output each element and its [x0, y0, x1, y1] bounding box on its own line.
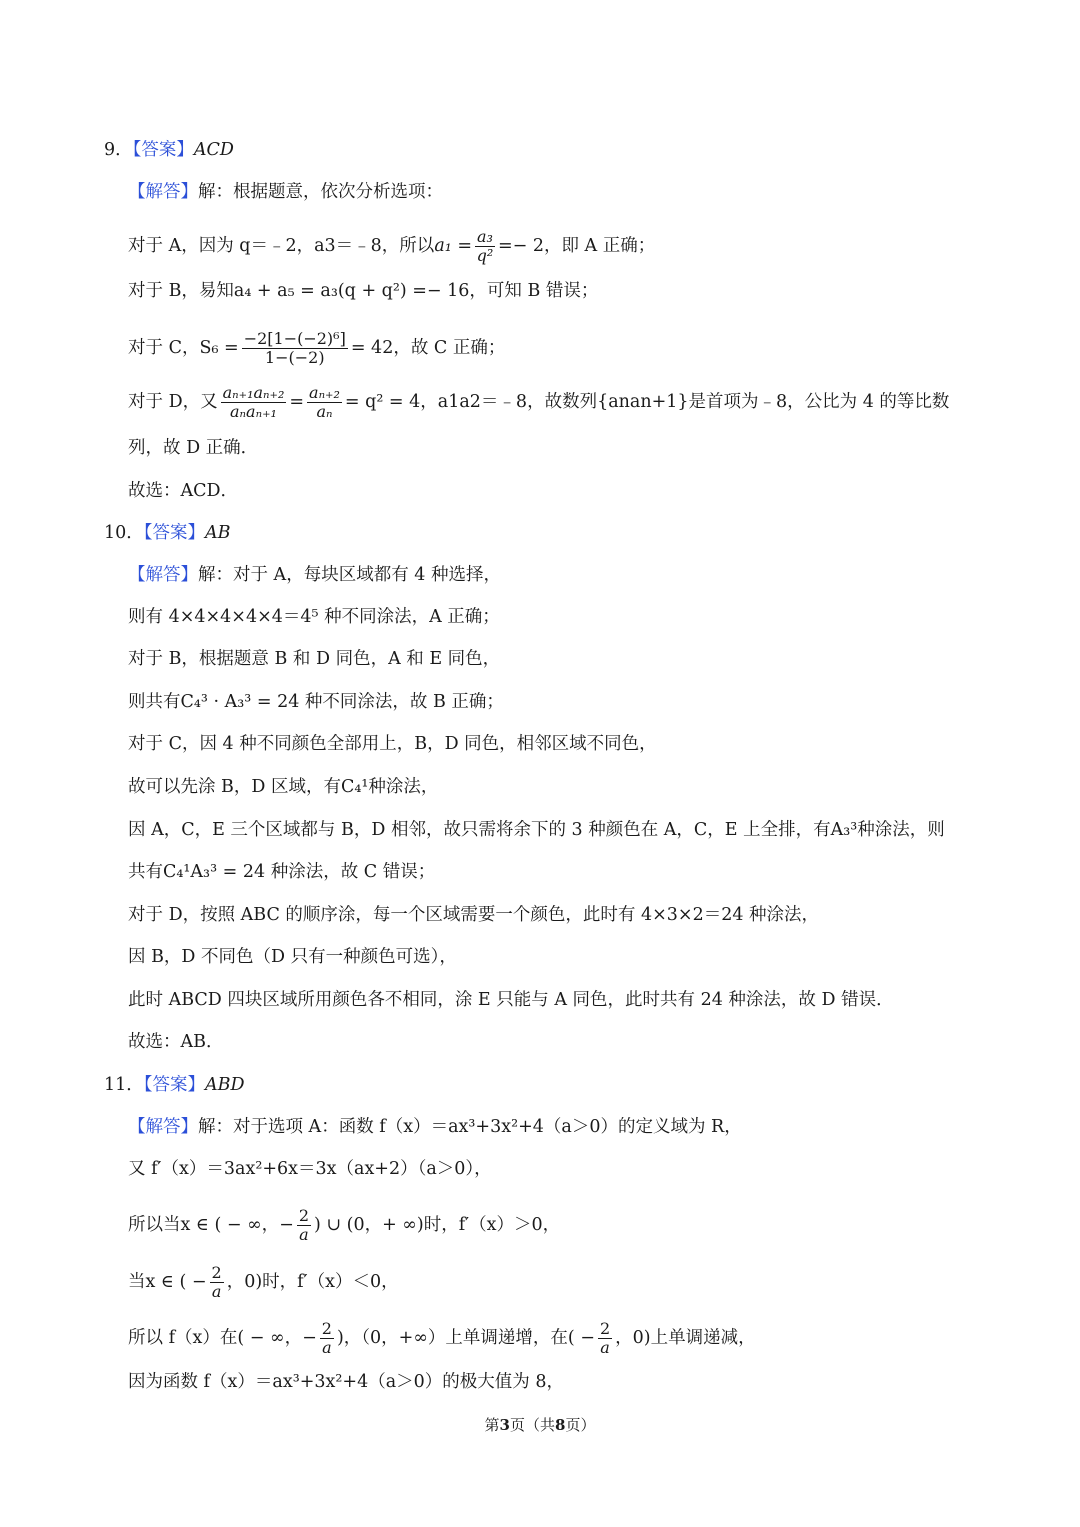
q11-line: 所以 f（x）在( − ∞，− $\frac{2}{a}$ )，（0，+∞）上单调递增，在( − $\frac{2}{a}$ ，0)上单调递减， — [128, 1319, 756, 1357]
q11-line: 又 f′（x）＝3ax²+6x＝3x（ax+2）（a＞0）， — [128, 1159, 492, 1179]
answer-tag: 【答案】 — [132, 140, 194, 160]
solution-tag: 【解答】 — [128, 565, 198, 585]
q9-choice: 故选：ACD． — [128, 481, 239, 501]
q11-line: 所以当x ∈ ( − ∞，− $\frac{2}{a}$ ) ∪ (0，+ ∞)时，f′（x）＞0， — [128, 1206, 561, 1244]
solution-tag: 【解答】 — [128, 1117, 198, 1137]
solution-tag: 【解答】 — [128, 182, 198, 202]
q11-header: 11．【答案】ABD — [104, 1075, 245, 1095]
q9-answer: ACD — [193, 140, 234, 160]
answer-tag: 【答案】 — [143, 523, 206, 543]
q10-line: 因 A，C，E 三个区域都与 B，D 相邻，故只需将余下的 3 种颜色在 A，C，E 上全排，有A₃³种涂法，则 — [128, 820, 945, 840]
q9-option-c: 对于 C，S₆ = $\frac{\text{−2[1−(−2)⁶]}}{1-(-2)}$ = 42，故 C 正确； — [128, 329, 506, 367]
fraction: $\frac{\text{aₙ₊₂}}{\text{aₙ}}$ — [309, 383, 340, 421]
q10-line: 故可以先涂 B，D 区域，有C₄¹种涂法， — [128, 777, 439, 797]
answer-tag: 【答案】 — [143, 1075, 206, 1095]
q10-answer: AB — [205, 523, 231, 543]
q10-line: 共有C₄¹A₃³ = 24 种涂法，故 C 错误； — [128, 862, 436, 882]
q10-line: 此时 ABCD 四块区域所用颜色各不相同，涂 E 只能与 A 同色，此时共有 24 种涂法，故 D 错误． — [128, 990, 894, 1010]
q10-line: 对于 C，因 4 种不同颜色全部用上，B，D 同色，相邻区域不同色， — [128, 734, 657, 754]
q9-option-b: 对于 B，易知a₄ + a₅ = a₃(q + q²) =− 16，可知 B 错误； — [128, 281, 599, 301]
q10-line: 对于 D，按照 ABC 的顺序涂，每一个区域需要一个颜色，此时有 4×3×2＝24 种涂法， — [128, 905, 820, 925]
q10-header: 10．【答案】AB — [104, 523, 231, 543]
fraction: $\frac{2}{a}$ — [321, 1319, 332, 1357]
q10-line: 则共有C₄³ · A₃³ = 24 种不同涂法，故 B 正确； — [128, 692, 504, 712]
fraction: $\frac{\text{a₃}}{\text{q²}}$ — [476, 227, 494, 265]
fraction: $\frac{\text{−2[1−(−2)⁶]}}{1-(-2)}$ — [243, 329, 346, 367]
fraction: $\frac{2}{a}$ — [599, 1319, 611, 1357]
q9-line: 列，故 D 正确． — [128, 438, 259, 458]
q11-line: 【解答】解：对于选项 A：函数 f（x）＝ax³+3x²+4（a＞0）的定义域为 R， — [128, 1117, 742, 1137]
q11-line: 当x ∈ ( − $\frac{2}{a}$ ，0)时，f′（x）＜0， — [128, 1263, 399, 1301]
q9-option-d: 对于 D，又 $\frac{\text{aₙ₊₁aₙ₊₂}}{\text{aₙaₙ₊₁}}$ = $\frac{\text{aₙ₊₂}}{\text{aₙ}}$ = q² = 4，a1a2＝﹣8，故数列{anan+1}是首项为﹣8，公比为 4 的等比数 — [128, 383, 950, 421]
q10-line: 因 B，D 不同色（D 只有一种颜色可选）， — [128, 947, 457, 967]
q10-line: 对于 B，根据题意 B 和 D 同色，A 和 E 同色， — [128, 649, 501, 669]
q9-solution-line: 【解答】解：根据题意，依次分析选项： — [128, 182, 443, 202]
q11-line: 因为函数 f（x）＝ax³+3x²+4（a＞0）的极大值为 8， — [128, 1372, 564, 1392]
fraction: $\frac{2}{a}$ — [298, 1206, 309, 1244]
fraction: $\frac{\text{aₙ₊₁aₙ₊₂}}{\text{aₙaₙ₊₁}}$ — [222, 383, 285, 421]
q10-line: 【解答】解：对于 A，每块区域都有 4 种选择， — [128, 565, 501, 585]
q10-line: 则有 4×4×4×4×4＝4⁵ 种不同涂法，A 正确； — [128, 607, 500, 627]
q9-option-a: 对于 A，因为 q＝﹣2，a3＝﹣8，所以a₁ = $\frac{\text{a₃}}{\text{q²}}$ =− 2，即 A 正确； — [128, 227, 656, 265]
fraction: $\frac{2}{a}$ — [211, 1263, 222, 1301]
q11-answer: ABD — [205, 1075, 245, 1095]
q9-header: 9．【答案】ACD — [104, 140, 234, 160]
q10-line: 故选：AB． — [128, 1032, 224, 1052]
page-footer: 第3页（共8页） — [484, 1416, 596, 1434]
